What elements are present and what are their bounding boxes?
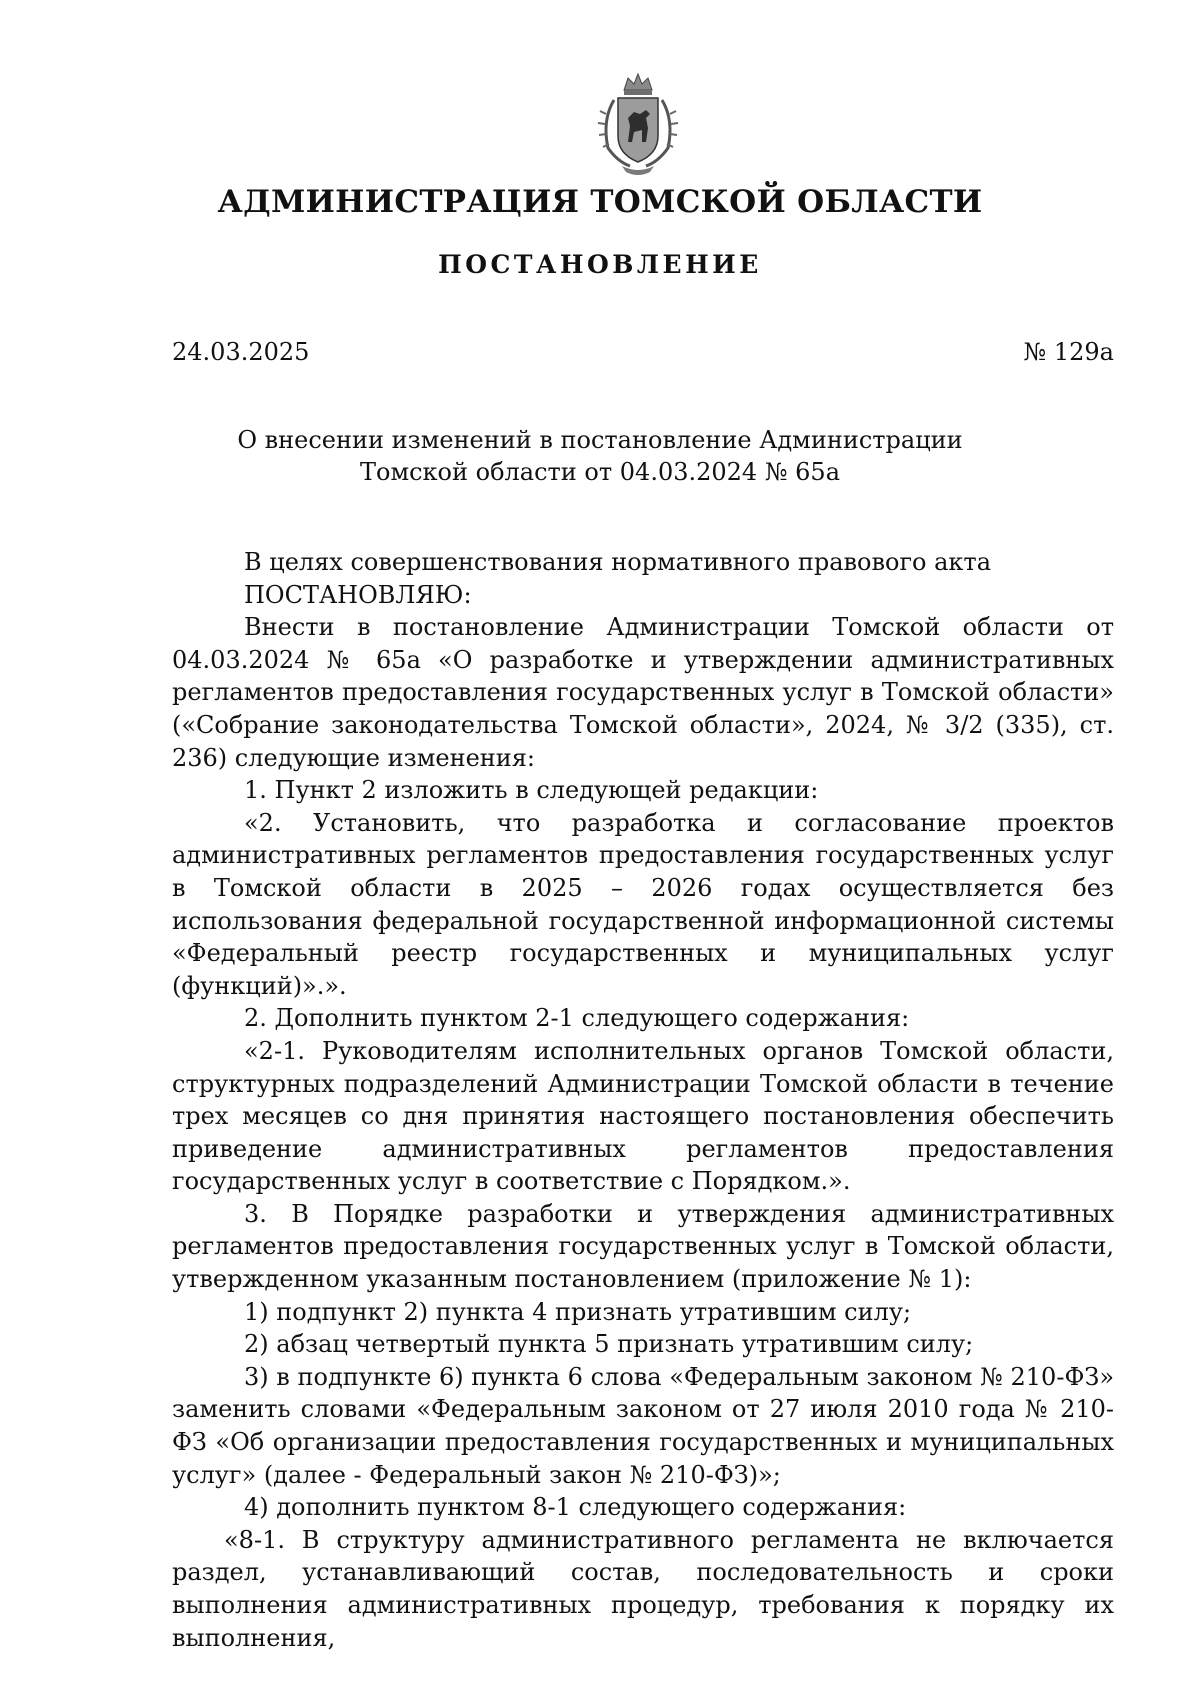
paragraph-subitem-2: 2) абзац четвертый пункта 5 признать утратившим силу; [244, 1330, 974, 1359]
paragraph-item-1: 1. Пункт 2 изложить в следующей редакции: [244, 776, 819, 805]
document-body [172, 546, 1114, 1654]
paragraph-amend-intro: Внести в постановление Администрации Томской области от 04.03.2024 № 65а «О разработке и утверждении административных регламентов предоставления государственных услуг в Томской области» («Собрание законодательства Томской области», 2024, № 3/2 (335), ст. 236) следующие изменения: [172, 613, 1114, 772]
paragraph-subitem-1: 1) подпункт 2) пункта 4 признать утратившим силу; [244, 1297, 912, 1326]
paragraph-item-3: 3. В Порядке разработки и утверждения административных регламентов предоставления государственных услуг в Томской области, утвержденном указанным постановлением (приложение № 1): [172, 1199, 1114, 1294]
subject-line-2: Томской области от 04.03.2024 № 65а [359, 458, 841, 486]
document-number: № 129а [1023, 338, 1114, 366]
paragraph-item-1-text: «2. Установить, что разработка и согласование проектов административных регламентов предоставления государственных услуг в Томской области в 2025 – 2026 годах осуществляется без использования федеральной государственной информационной системы «Федеральный реестр государственных и муниципальных услуг (функций)».». [172, 808, 1114, 1000]
paragraph-subitem-3: 3) в подпункте 6) пункта 6 слова «Федеральным законом № 210-ФЗ» заменить словами «Федеральным законом от 27 июля 2010 года № 210-ФЗ «Об организации предоставления государственных и муниципальных услуг» (далее - Федеральный закон № 210-ФЗ)»; [172, 1362, 1114, 1489]
paragraph-resolve: ПОСТАНОВЛЯЮ: [244, 580, 472, 609]
document-date: 24.03.2025 [172, 338, 310, 366]
paragraph-item-2-text: «2-1. Руководителям исполнительных органов Томской области, структурных подразделений Администрации Томской области в течение трех месяцев со дня принятия настоящего постановления обеспечить приведение административных регламентов предоставления государственных услуг в соответствие с Порядком.». [172, 1036, 1114, 1196]
document-subject [0, 424, 1200, 488]
paragraph-subitem-4: 4) дополнить пунктом 8-1 следующего содержания: [244, 1493, 907, 1522]
document-type: ПОСТАНОВЛЕНИЕ [438, 250, 762, 279]
subject-line-1: О внесении изменений в постановление Администрации [237, 426, 963, 454]
paragraph-item-8-1: «8-1. В структуру административного регламента не включается раздел, устанавливающий состав, последовательность и сроки выполнения административных процедур, требования к порядку их выполнения, [172, 1525, 1114, 1652]
organization-title: АДМИНИСТРАЦИЯ ТОМСКОЙ ОБЛАСТИ [217, 184, 983, 220]
paragraph-item-2: 2. Дополнить пунктом 2-1 следующего содержания: [244, 1004, 910, 1033]
paragraph-purpose: В целях совершенствования нормативного правового акта [244, 548, 991, 576]
coat-of-arms-icon [584, 70, 692, 178]
